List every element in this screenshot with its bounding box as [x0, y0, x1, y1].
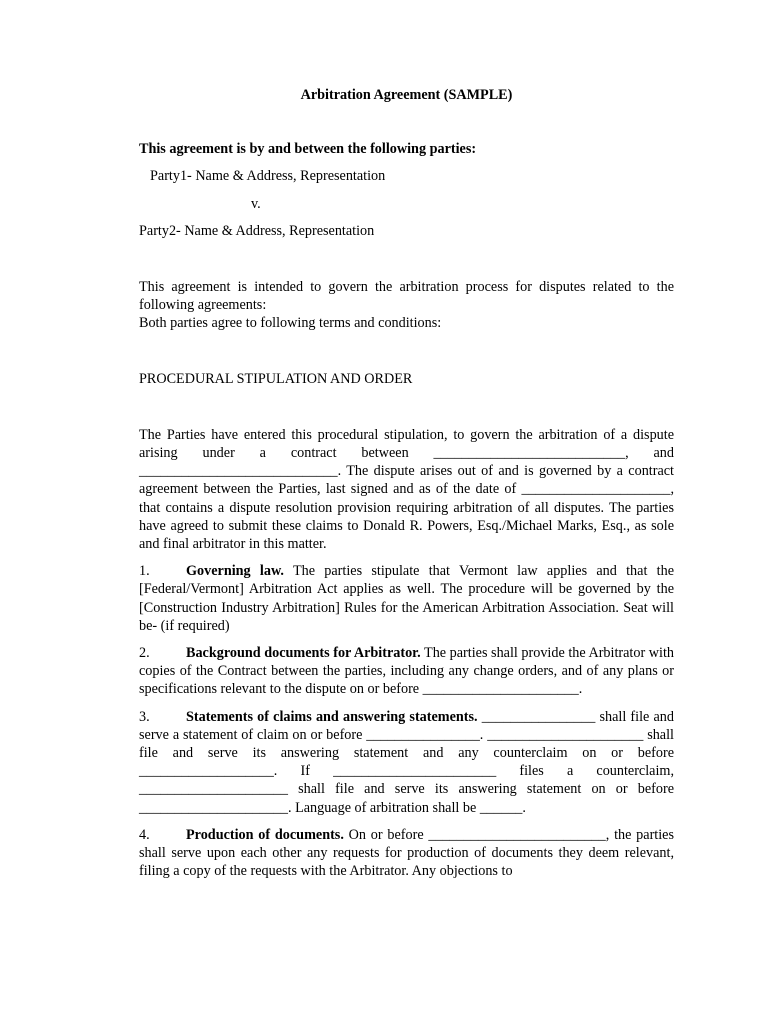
clause-heading: Production of documents.: [186, 826, 344, 843]
document-body: [139, 86, 674, 890]
clause-governing-law: [139, 562, 674, 635]
clause-number: 1.: [139, 563, 150, 580]
document-title: Arbitration Agreement (SAMPLE): [300, 87, 513, 103]
party2-line: Party2- Name & Address, Representation: [139, 222, 375, 239]
versus-line: v.: [251, 195, 261, 212]
stipulation-paragraph: The Parties have entered this procedural stipulation, to govern the arbitration of a dispute arising under a contract between ___________________________, and ____________________________. The dispute arises out of and is governed by a contract agreement between the Parties, last signed and as of the date of _____________________, that contains a dispute resolution provision requiring arbitration of all disputes. The parties have agreed to submit these claims to Donald R. Powers, Esq./Michael Marks, Esq., as sole and final arbitrator in this matter.: [139, 426, 674, 553]
intro-paragraph: This agreement is intended to govern the arbitration process for disputes related to the following agreements:: [139, 279, 674, 314]
clause-text: The parties stipulate that Vermont law applies and that the [Federal/Vermont] Arbitration Act applies as well. The procedure will be governed by the [Construction Industry Arbitration] Rules for the American Arbitration Association. Seat will be- (if required): [139, 563, 674, 634]
clause-number: 4.: [139, 826, 150, 843]
section-heading: PROCEDURAL STIPULATION AND ORDER: [139, 370, 413, 387]
party1-line: Party1- Name & Address, Representation: [150, 168, 386, 185]
parties-heading: This agreement is by and between the following parties:: [139, 141, 477, 158]
clause-statements-of-claims: [139, 708, 674, 817]
clause-number: 3.: [139, 708, 150, 725]
clause-heading: Governing law.: [186, 563, 284, 580]
clause-heading: Background documents for Arbitrator.: [186, 645, 421, 662]
clause-production-of-documents: [139, 826, 674, 881]
clause-number: 2.: [139, 645, 150, 662]
clause-text: The parties shall provide the Arbitrator with copies of the Contract between the parties, including any change orders, and of any plans or specifications relevant to the dispute on or before ______________________.: [139, 645, 674, 698]
clause-heading: Statements of claims and answering statements.: [186, 708, 478, 725]
clause-text: On or before _________________________, the parties shall serve upon each other any requests for production of documents they deem relevant, filing a copy of the requests with the Arbitrator. Any objections to: [139, 826, 674, 880]
clause-text: ________________ shall file and serve a statement of claim on or before ________________. ______________________ shall file and serve its answering statement and any counterclaim on or before ___________________. If _______________________ files a counterclaim, _____________________ shall file and serve its answering statement on or before _____________________. Language of arbitration shall be ______.: [139, 708, 674, 816]
terms-intro: Both parties agree to following terms and conditions:: [139, 315, 442, 332]
clause-background-documents: [139, 644, 674, 699]
